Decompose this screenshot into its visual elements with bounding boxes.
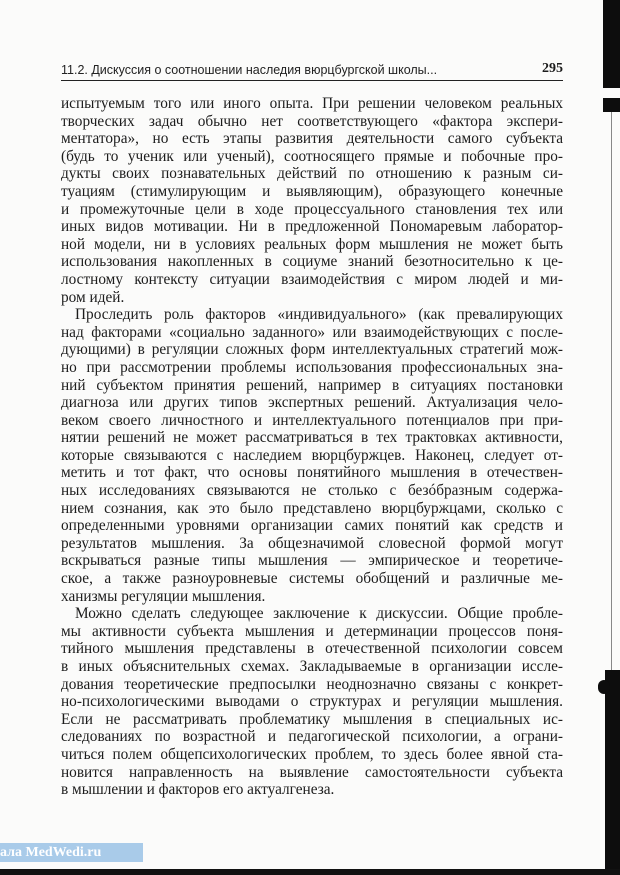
text-line: вскрываться разные типы мышления — эмпирическое и теоретиче- [61,552,563,570]
text-line: ний субъектом принятия решений, например в ситуациях постановки [61,376,563,394]
text-line: тийного мышления представлены в отечественной психологии совсем [61,640,563,658]
text-line: мы активности субъекта мышления и детерминации процессов поня- [61,622,563,640]
text-line: ментатора», но есть этапы развития деятельности самого субъекта [61,130,563,148]
text-line: ных исследованиях связываются не столько с безóбразным содержа- [61,482,563,500]
text-line: диагноза или других типов экспертных решений. Актуализация чело- [61,394,563,412]
scan-edge-notch [603,88,620,98]
running-header [61,62,563,81]
paragraph [61,605,563,799]
text-line: ханизмы регуляции мышления. [61,587,266,605]
page-body [61,95,563,799]
text-line: метить и тот факт, что основы понятийного мышления в отечествен- [61,464,563,482]
text-line: туациям (стимулирующим и выявляющим), образующего конечные [61,182,563,200]
text-line: и промежуточные цели в ходе процессуального становления тех или [61,200,563,218]
text-line: результатов мышления. За общезначимой словесной формой могут [61,534,563,552]
text-line: но-психологическими выводами о структурах и регуляции мышления. [61,693,563,711]
text-line: которые связываются с наследием вюрцбуржцев. Наконец, следует от- [61,446,563,464]
text-line: над факторами «социально заданного» или взаимодействующих с после- [61,323,563,341]
text-line: ной модели, ни в условиях реальных форм мышления не может быть [61,235,563,253]
scan-edge-bottom [0,869,620,875]
text-line: Если не рассматривать проблематику мышления в специальных ис- [61,710,563,728]
text-line: лостному контексту ситуации взаимодействия с миром людей и ми- [61,270,563,288]
text-line: дования теоретические предпосылки неоднозначно связаны с конкрет- [61,675,563,693]
text-line: читься полем общепсихологических проблем, то здесь более явной ста- [61,745,563,763]
text-line: ром идей. [61,288,125,306]
text-line: нием сознания, как это было представлено вюрцбуржцами, сколько с [61,499,563,517]
text-line: Проследить роль факторов «индивидуального» (как превалирующих [75,306,563,324]
text-line: определенными уровнями организации самих понятий как средств и [61,517,563,535]
paragraph [61,95,563,306]
scan-edge-bump [598,680,610,694]
text-line: ское, а также разноуровневые системы обобщений и различные ме- [61,570,563,588]
watermark: ала MedWedi.ru [0,843,143,862]
page-number: 295 [542,61,563,76]
text-line: творческих задач обычно нет соответствующего «фактора экспери- [61,112,563,130]
scan-edge-line [611,112,612,672]
text-line: испытуемым того или иного опыта. При решении человеком реальных [61,95,563,112]
text-line: но при рассмотрении проблемы использования профессиональных зна- [61,358,563,376]
text-line: новится направленность на выявление самостоятельности субъекта [61,763,563,781]
text-line: Можно сделать следующее заключение к дискуссии. Общие пробле- [75,605,563,623]
text-line: дукты своих познавательных действий по отношению к разным си- [61,165,563,183]
text-line: в мышлении и факторов его актуалгенеза. [61,781,335,799]
text-line: (будь то ученик или ученый), соотносящего прямые и побочные про- [61,147,563,165]
text-line: следованиях по возрастной и педагогической психологии, а ограни- [61,728,563,746]
text-line: иных видов мотивации. Ни в предложенной Пономаревым лаборатор- [61,218,563,236]
text-line: дующими) в регуляции сложных форм интеллектуальных стратегий мож- [61,341,563,359]
scan-edge-bottom-right [605,670,620,875]
text-line: в иных объяснительных схемах. Закладываемые в организации иссле- [61,658,563,675]
text-line: использования накопленных в социуме знаний безотносительно к це- [61,253,563,271]
text-line: веком своего личностного и интеллектуального потенциалов при при- [61,411,563,429]
text-line: нятии решений не может рассматриваться в тех трактовках активности, [61,429,563,447]
running-title: 11.2. Дискуссия о соотношении наследия вюрцбургской школы... [61,63,438,77]
paragraph [61,306,563,605]
